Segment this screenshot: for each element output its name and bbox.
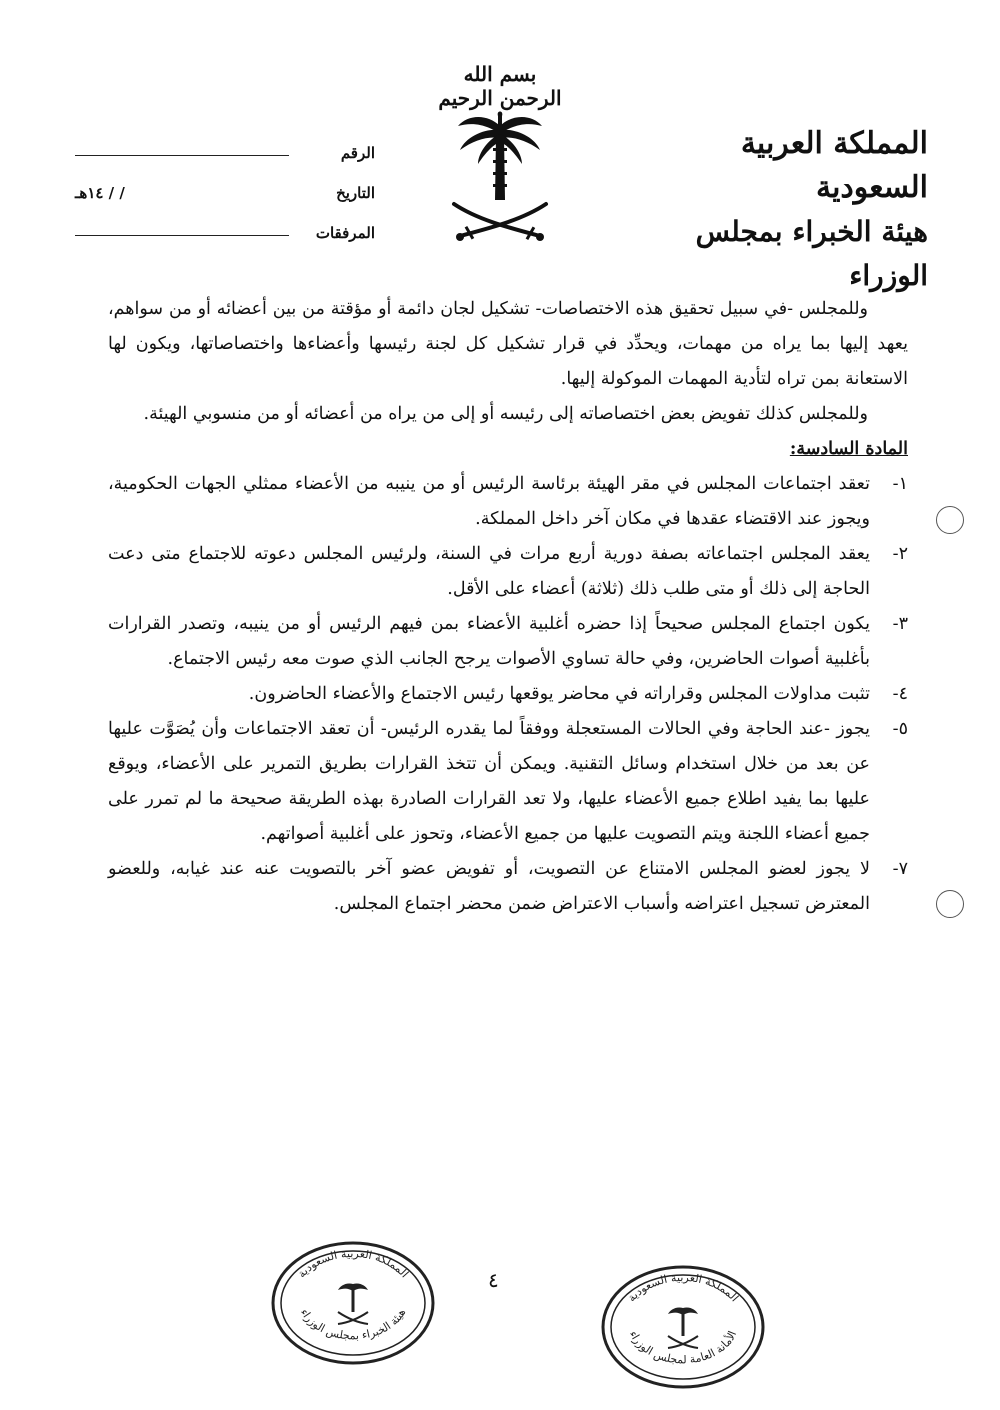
list-item-number: ٣- <box>892 614 908 634</box>
seal-left-top-text: المملكة العربية السعودية <box>295 1246 412 1281</box>
paragraph: وللمجلس -في سبيل تحقيق هذه الاختصاصات- تشكيل لجان دائمة أو مؤقتة من بين أعضائه أو من سواهم، يعهد إليها بما يراه من مهمات، ويحدِّد في قرار تشكيل كل لجنة رئيسها وأعضاءها واختصاصاتها، ويكون لها الاستعانة بمن تراه لتأدية المهمات الموكولة إليها. <box>108 299 908 389</box>
seal-stamp-left <box>268 1238 438 1368</box>
list-item-text: يكون اجتماع المجلس صحيحاً إذا حضره أغلبية الأعضاء بمن فيهم الرئيس أو من ينيبه، وتصدر القرارات بأغلبية أصوات الحاضرين، وفي حالة تساوي الأصوات يرجح الجانب الذي صوت معه رئيس الاجتماع. <box>108 614 870 669</box>
list-item <box>108 467 908 537</box>
punch-hole <box>936 506 964 534</box>
list-item-number: ٤- <box>892 684 908 704</box>
seal-right-bottom-text: الأمانة العامة لمجلس الوزراء <box>626 1328 740 1367</box>
paragraph: وللمجلس كذلك تفويض بعض اختصاصاته إلى رئيسه أو إلى من يراه من أعضائه أو من منسوبي الهيئة. <box>143 404 868 424</box>
list-item-number: ٥- <box>892 719 908 739</box>
kingdom-name: المملكة العربية السعودية <box>740 126 928 205</box>
list-item-text: يجوز -عند الحاجة وفي الحالات المستعجلة ووفقاً لما يقدره الرئيس- أن تعقد الاجتماعات وأن يُصَوَّت عليها عن بعد من خلال استخدام وسائل التقنية. ويمكن أن تتخذ القرارات بطريق التمرير على الأعضاء، ويوقع عليها بما يفيد اطلاع جميع الأعضاء عليها، ولا تعد القرارات الصادرة بهذه الطريقة صحيحة ما لم تمرر على جميع أعضاء اللجنة ويتم التصويت عليها من جميع الأعضاء، وتحوز على أغلبية أصواتهم. <box>108 719 870 844</box>
date-label: التاريخ <box>336 184 375 202</box>
authority-name: هيئة الخبراء بمجلس الوزراء <box>695 215 928 292</box>
list-item <box>108 677 908 712</box>
list-item <box>108 712 908 852</box>
list-item-number: ٧- <box>892 859 908 879</box>
seal-right-top-text: المملكة العربية السعودية <box>625 1270 742 1305</box>
palm-swords-emblem-icon <box>448 108 552 248</box>
list-item-text: يعقد المجلس اجتماعاته بصفة دورية أربع مرات في السنة، ولرئيس المجلس دعوته للاجتماع متى دعت الحاجة إلى ذلك أو متى طلب ذلك (ثلاثة) أعضاء على الأقل. <box>108 544 870 599</box>
reference-fields <box>75 122 375 242</box>
punch-hole <box>936 890 964 918</box>
list-item-text: تثبت مداولات المجلس وقراراته في محاضر يوقعها رئيس الاجتماع والأعضاء الحاضرون. <box>248 684 870 704</box>
article-heading: المادة السادسة: <box>789 439 908 459</box>
list-item-number: ٢- <box>892 544 908 564</box>
basmala: بسم الله الرحمن الرحيم <box>438 62 562 110</box>
attachments-label: المرفقات <box>315 224 375 242</box>
list-item-text: لا يجوز لعضو المجلس الامتناع عن التصويت، أو تفويض عضو آخر بالتصويت عنه عند غيابه، وللعضو المعترض تسجيل اعتراضه وأسباب الاعتراض ضمن محضر اجتماع المجلس. <box>108 859 870 914</box>
seal-stamp-right <box>598 1262 768 1392</box>
date-value: / / ١٤هـ <box>75 184 125 202</box>
ref-number-row <box>75 122 375 162</box>
seal-left-bottom-text: هيئة الخبراء بمجلس الوزراء <box>297 1306 409 1343</box>
letterhead-title <box>628 122 928 298</box>
seal-emblem-icon <box>338 1283 368 1324</box>
list-item-number: ١- <box>892 474 908 494</box>
attachments-row <box>75 202 375 242</box>
ref-number-line <box>75 154 289 156</box>
document-body <box>108 292 908 922</box>
page-number: ٤ <box>488 1268 499 1292</box>
attachments-line <box>75 234 289 236</box>
ref-number-label: الرقم <box>340 144 375 162</box>
seal-emblem-icon <box>668 1307 698 1348</box>
list-item-text: تعقد اجتماعات المجلس في مقر الهيئة برئاسة الرئيس أو من ينيبه من الأعضاء ممثلي الجهات الحكومية، ويجوز عند الاقتضاء عقدها في مكان آخر داخل المملكة. <box>108 474 870 529</box>
list-item <box>108 537 908 607</box>
date-row <box>75 162 375 202</box>
list-item <box>108 852 908 922</box>
list-item <box>108 607 908 677</box>
